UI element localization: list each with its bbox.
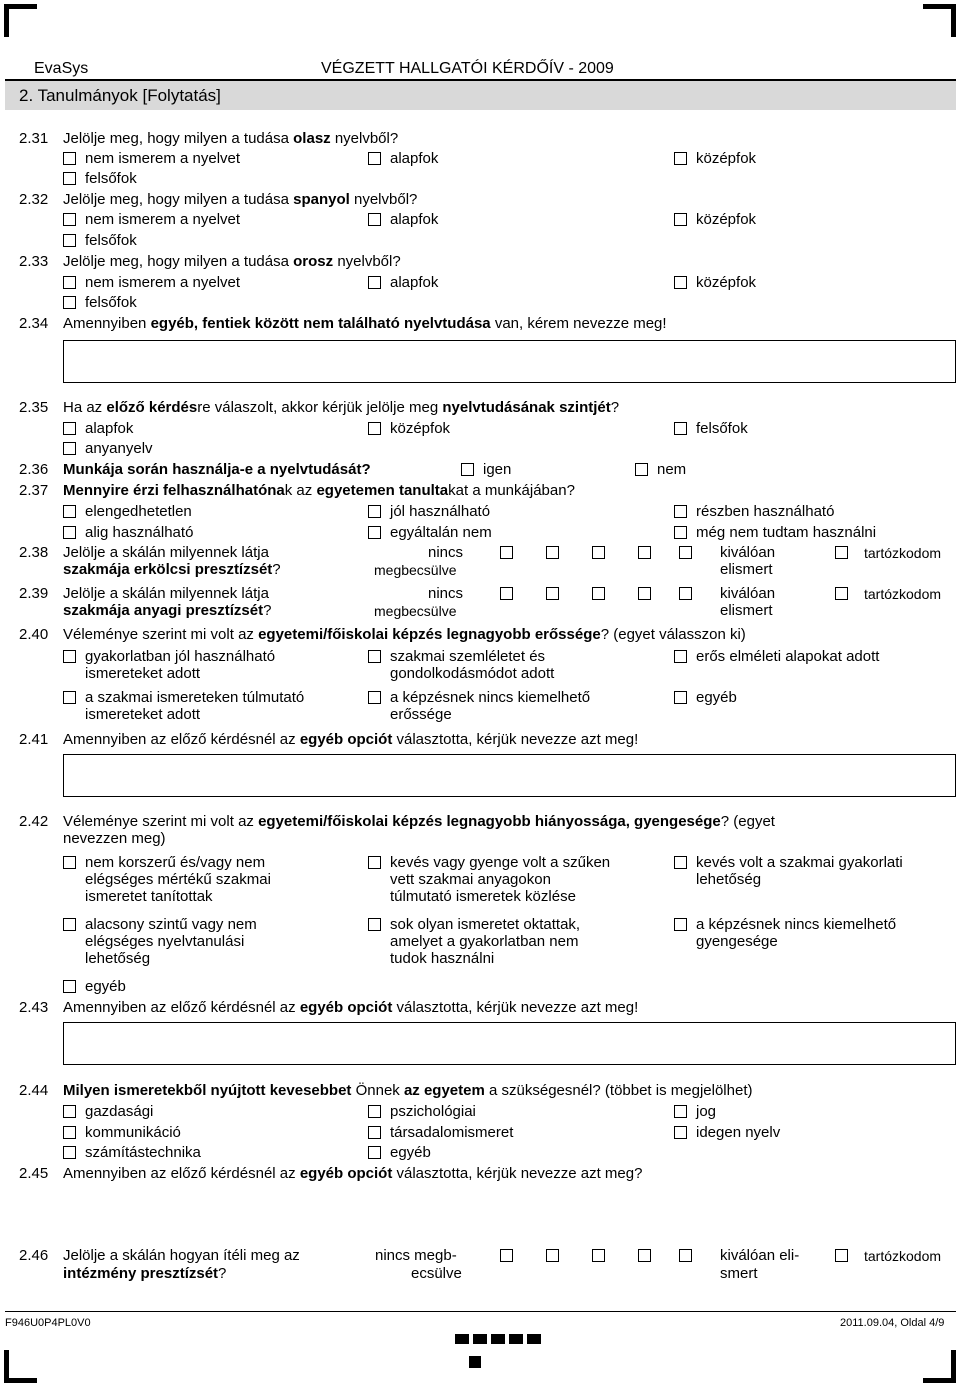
q237-checkbox-5[interactable] — [368, 526, 381, 539]
q244-opt-7: számítástechnika — [85, 1144, 201, 1161]
q233-checkbox-3[interactable] — [674, 276, 687, 289]
q240-opt-3a: erős elméleti alapokat adott — [696, 648, 880, 665]
q233-num: 2.33 — [19, 253, 49, 270]
q243-text: Amennyiben az előző kérdésnél az egyéb opciót választotta, kérjük nevezze azt meg! — [63, 999, 639, 1016]
q239-high-1: kiválóan — [720, 585, 776, 602]
q239-scale-1[interactable] — [500, 587, 513, 600]
q240-checkbox-6[interactable] — [674, 691, 687, 704]
q244-opt-2: pszichológiai — [390, 1103, 476, 1120]
q240-checkbox-3[interactable] — [674, 650, 687, 663]
q237-checkbox-6[interactable] — [674, 526, 687, 539]
q231-checkbox-1[interactable] — [63, 152, 76, 165]
q244-num: 2.44 — [19, 1082, 49, 1099]
q242-checkbox-2[interactable] — [368, 856, 381, 869]
q235-text: Ha az előző kérdésre válaszolt, akkor kérjük jelölje meg nyelvtudásának szintjét? — [63, 399, 620, 416]
q244-checkbox-1[interactable] — [63, 1105, 76, 1118]
q238-low-2: megbecsülve — [374, 562, 457, 578]
q232-checkbox-2[interactable] — [368, 213, 381, 226]
q242-opt-7a: egyéb — [85, 978, 126, 995]
q242-checkbox-3[interactable] — [674, 856, 687, 869]
q231-checkbox-2[interactable] — [368, 152, 381, 165]
q240-opt-1a: gyakorlatban jól használható — [85, 648, 276, 665]
q242-text: Véleménye szerint mi volt az egyetemi/főiskolai képzés legnagyobb hiányossága, gyengesége? (egyet — [63, 813, 775, 830]
q246-low-2: ecsülve — [411, 1265, 462, 1282]
q242-checkbox-1[interactable] — [63, 856, 76, 869]
q244-opt-6: idegen nyelv — [696, 1124, 781, 1141]
q245-text-field[interactable] — [63, 1188, 956, 1231]
q244-opt-1: gazdasági — [85, 1103, 154, 1120]
q240-opt-4a: a szakmai ismereteken túlmutató — [85, 689, 305, 706]
q238-high-1: kiválóan — [720, 544, 776, 561]
q231-text: Jelölje meg, hogy milyen a tudása olasz nyelvből? — [63, 130, 399, 147]
q240-checkbox-2[interactable] — [368, 650, 381, 663]
q236-num: 2.36 — [19, 461, 49, 478]
q237-opt-5: egyáltalán nem — [390, 524, 492, 541]
q245-text: Amennyiben az előző kérdésnél az egyéb opciót választotta, kérjük nevezze azt meg? — [63, 1165, 643, 1182]
corner-mark-bottom-left-v — [4, 1350, 9, 1383]
q242-opt-2b: vett szakmai anyagokon — [390, 871, 551, 888]
q237-checkbox-1[interactable] — [63, 505, 76, 518]
q240-opt-5a: a képzésnek nincs kiemelhető — [390, 689, 591, 706]
q239-scale-5[interactable] — [679, 587, 692, 600]
q244-text: Milyen ismeretekből nyújtott kevesebbet Önnek az egyetem a szükségesnél? (többet is megjelölhet) — [63, 1082, 753, 1099]
q238-scale-1[interactable] — [500, 546, 513, 559]
q244-opt-8: egyéb — [390, 1144, 431, 1161]
q234-text: Amennyiben egyéb, fentiek között nem található nyelvtudása van, kérem nevezze meg! — [63, 315, 667, 332]
q232-opt-1: nem ismerem a nyelvet — [85, 211, 241, 228]
barcode-mark — [509, 1334, 523, 1344]
q244-opt-3: jog — [696, 1103, 717, 1120]
q240-text: Véleménye szerint mi volt az egyetemi/főiskolai képzés legnagyobb erőssége? (egyet válasszon ki) — [63, 626, 746, 643]
q246-scale-4[interactable] — [638, 1249, 651, 1262]
footer-page: 2011.09.04, Oldal 4/9 — [840, 1317, 945, 1329]
q237-checkbox-2[interactable] — [368, 505, 381, 518]
q234-text-field[interactable] — [63, 340, 956, 383]
q239-line1: Jelölje a skálán milyennek látja — [63, 585, 269, 602]
q236-checkbox-no[interactable] — [635, 463, 648, 476]
q242-opt-6b: gyengesége — [696, 933, 778, 950]
q240-checkbox-4[interactable] — [63, 691, 76, 704]
q236-opt-yes: igen — [483, 461, 512, 478]
q235-checkbox-1[interactable] — [63, 422, 76, 435]
q242-opt-5a: sok olyan ismeretet oktattak, — [390, 916, 581, 933]
q244-opt-5: társadalomismeret — [390, 1124, 514, 1141]
q238-scale-5[interactable] — [679, 546, 692, 559]
q235-num: 2.35 — [19, 399, 49, 416]
q242-opt-3b: lehetőség — [696, 871, 762, 888]
q246-line2: intézmény presztízsét? — [63, 1265, 227, 1282]
q237-checkbox-3[interactable] — [674, 505, 687, 518]
q233-checkbox-4[interactable] — [63, 296, 76, 309]
q244-checkbox-2[interactable] — [368, 1105, 381, 1118]
form-title: VÉGZETT HALLGATÓI KÉRDŐÍV - 2009 — [321, 60, 614, 77]
q236-text: Munkája során használja-e a nyelvtudását? — [63, 461, 371, 478]
q242-opt-2a: kevés vagy gyenge volt a szűken — [390, 854, 611, 871]
footer-code: F946U0P4PL0V0 — [5, 1317, 91, 1329]
q235-opt-4: anyanyelv — [85, 440, 153, 457]
q246-scale-5[interactable] — [679, 1249, 692, 1262]
q241-text: Amennyiben az előző kérdésnél az egyéb opciót választotta, kérjük nevezze azt meg! — [63, 731, 639, 748]
q231-checkbox-4[interactable] — [63, 172, 76, 185]
q237-text: Mennyire érzi felhasználhatónak az egyetemen tanultakat a munkájában? — [63, 482, 575, 499]
q239-low-1: nincs — [428, 585, 464, 602]
q242-opt-1a: nem korszerű és/vagy nem — [85, 854, 266, 871]
q242-opt-1c: ismeretet tanítottak — [85, 888, 213, 905]
q242-checkbox-4[interactable] — [63, 918, 76, 931]
q244-checkbox-4[interactable] — [63, 1126, 76, 1139]
q232-opt-2: alapfok — [390, 211, 439, 228]
q240-opt-4b: ismereteket adott — [85, 706, 201, 723]
q237-checkbox-4[interactable] — [63, 526, 76, 539]
q246-abstain: tartózkodom — [864, 1248, 942, 1264]
q234-num: 2.34 — [19, 315, 49, 332]
q231-opt-2: alapfok — [390, 150, 439, 167]
q244-checkbox-6[interactable] — [674, 1126, 687, 1139]
q231-opt-4: felsőfok — [85, 170, 137, 187]
q246-line1: Jelölje a skálán hogyan ítéli meg az — [63, 1247, 300, 1264]
q238-line2: szakmája erkölcsi presztízsét? — [63, 561, 281, 578]
q238-num: 2.38 — [19, 544, 49, 561]
q237-opt-2: jól használható — [390, 503, 491, 520]
q232-checkbox-4[interactable] — [63, 234, 76, 247]
corner-mark-top-left-v — [4, 4, 9, 37]
q238-low-1: nincs — [428, 544, 464, 561]
q233-opt-2: alapfok — [390, 274, 439, 291]
q232-opt-3: középfok — [696, 211, 757, 228]
q233-opt-4: felsőfok — [85, 294, 137, 311]
q231-checkbox-3[interactable] — [674, 152, 687, 165]
q242-opt-4c: lehetőség — [85, 950, 151, 967]
q239-low-2: megbecsülve — [374, 603, 457, 619]
q237-opt-4: alig használható — [85, 524, 194, 541]
barcode-mark — [473, 1334, 487, 1344]
q233-opt-3: középfok — [696, 274, 757, 291]
q243-text-field[interactable] — [63, 1022, 956, 1065]
q238-abstain: tartózkodom — [864, 545, 942, 561]
q233-checkbox-2[interactable] — [368, 276, 381, 289]
q240-opt-5b: erőssége — [390, 706, 452, 723]
q232-text: Jelölje meg, hogy milyen a tudása spanyol nyelvből? — [63, 191, 418, 208]
barcode-mark — [469, 1356, 481, 1368]
q244-opt-4: kommunikáció — [85, 1124, 181, 1141]
q239-scale-2[interactable] — [546, 587, 559, 600]
barcode-marks — [455, 1334, 545, 1374]
q242-opt-6a: a képzésnek nincs kiemelhető — [696, 916, 897, 933]
q239-abstain-checkbox[interactable] — [835, 587, 848, 600]
barcode-mark — [527, 1334, 541, 1344]
q238-line1: Jelölje a skálán milyennek látja — [63, 544, 269, 561]
q244-checkbox-8[interactable] — [368, 1146, 381, 1159]
q233-opt-1: nem ismerem a nyelvet — [85, 274, 241, 291]
q237-opt-6: még nem tudtam használni — [696, 524, 877, 541]
q242-opt-5b: amelyet a gyakorlatban nem — [390, 933, 579, 950]
q235-opt-1: alapfok — [85, 420, 134, 437]
q242-opt-3a: kevés volt a szakmai gyakorlati — [696, 854, 903, 871]
q239-scale-4[interactable] — [638, 587, 651, 600]
q232-num: 2.32 — [19, 191, 49, 208]
q232-checkbox-3[interactable] — [674, 213, 687, 226]
q244-checkbox-3[interactable] — [674, 1105, 687, 1118]
section-title: 2. Tanulmányok [Folytatás] — [19, 86, 221, 105]
q240-opt-2b: gondolkodásmódot adott — [390, 665, 555, 682]
q238-high-2: elismert — [720, 561, 773, 578]
q232-checkbox-1[interactable] — [63, 213, 76, 226]
q231-opt-1: nem ismerem a nyelvet — [85, 150, 241, 167]
barcode-mark — [455, 1334, 469, 1344]
q242-checkbox-6[interactable] — [674, 918, 687, 931]
q231-num: 2.31 — [19, 130, 49, 147]
q246-scale-2[interactable] — [546, 1249, 559, 1262]
q231-opt-3: középfok — [696, 150, 757, 167]
q242-opt-4b: elégséges nyelvtanulási — [85, 933, 245, 950]
q242-opt-5c: tudok használni — [390, 950, 495, 967]
q240-checkbox-1[interactable] — [63, 650, 76, 663]
q235-opt-3: felsőfok — [696, 420, 748, 437]
q243-num: 2.43 — [19, 999, 49, 1016]
q239-num: 2.39 — [19, 585, 49, 602]
q245-num: 2.45 — [19, 1165, 49, 1182]
q242-checkbox-7[interactable] — [63, 980, 76, 993]
q238-scale-4[interactable] — [638, 546, 651, 559]
barcode-mark — [491, 1334, 505, 1344]
q240-opt-1b: ismereteket adott — [85, 665, 201, 682]
q239-line2: szakmája anyagi presztízsét? — [63, 602, 272, 619]
q236-opt-no: nem — [657, 461, 687, 478]
q246-abstain-checkbox[interactable] — [835, 1249, 848, 1262]
q239-scale-3[interactable] — [592, 587, 605, 600]
q237-num: 2.37 — [19, 482, 49, 499]
q246-scale-3[interactable] — [592, 1249, 605, 1262]
q236-checkbox-yes[interactable] — [461, 463, 474, 476]
q235-checkbox-4[interactable] — [63, 442, 76, 455]
corner-mark-top-right-v — [951, 4, 956, 37]
q240-opt-2a: szakmai szemléletet és — [390, 648, 546, 665]
q235-opt-2: középfok — [390, 420, 451, 437]
q235-checkbox-3[interactable] — [674, 422, 687, 435]
q242-text-2: nevezzen meg) — [63, 830, 166, 847]
q237-opt-3: részben használható — [696, 503, 835, 520]
footer-rule — [5, 1311, 956, 1312]
q241-num: 2.41 — [19, 731, 49, 748]
q238-abstain-checkbox[interactable] — [835, 546, 848, 559]
q237-opt-1: elengedhetetlen — [85, 503, 192, 520]
q242-opt-4a: alacsony szintű vagy nem — [85, 916, 257, 933]
corner-mark-bottom-right-v — [951, 1350, 956, 1383]
q244-checkbox-7[interactable] — [63, 1146, 76, 1159]
q240-num: 2.40 — [19, 626, 49, 643]
q246-high-1: kiválóan eli- — [720, 1247, 800, 1264]
q242-num: 2.42 — [19, 813, 49, 830]
q240-opt-6a: egyéb — [696, 689, 737, 706]
q242-opt-1b: elégséges mértékű szakmai — [85, 871, 271, 888]
brand: EvaSys — [34, 60, 89, 77]
q238-scale-3[interactable] — [592, 546, 605, 559]
q240-checkbox-5[interactable] — [368, 691, 381, 704]
q239-abstain: tartózkodom — [864, 586, 942, 602]
q246-num: 2.46 — [19, 1247, 49, 1264]
q246-low-1: nincs megb- — [375, 1247, 457, 1264]
q246-scale-1[interactable] — [500, 1249, 513, 1262]
q241-text-field[interactable] — [63, 754, 956, 797]
q232-opt-4: felsőfok — [85, 232, 137, 249]
q233-checkbox-1[interactable] — [63, 276, 76, 289]
q235-checkbox-2[interactable] — [368, 422, 381, 435]
q239-high-2: elismert — [720, 602, 773, 619]
q233-text: Jelölje meg, hogy milyen a tudása orosz nyelvből? — [63, 253, 401, 270]
q238-scale-2[interactable] — [546, 546, 559, 559]
q242-opt-2c: túlmutató ismeretek közlése — [390, 888, 576, 905]
q242-checkbox-5[interactable] — [368, 918, 381, 931]
q244-checkbox-5[interactable] — [368, 1126, 381, 1139]
q246-high-2: smert — [720, 1265, 758, 1282]
